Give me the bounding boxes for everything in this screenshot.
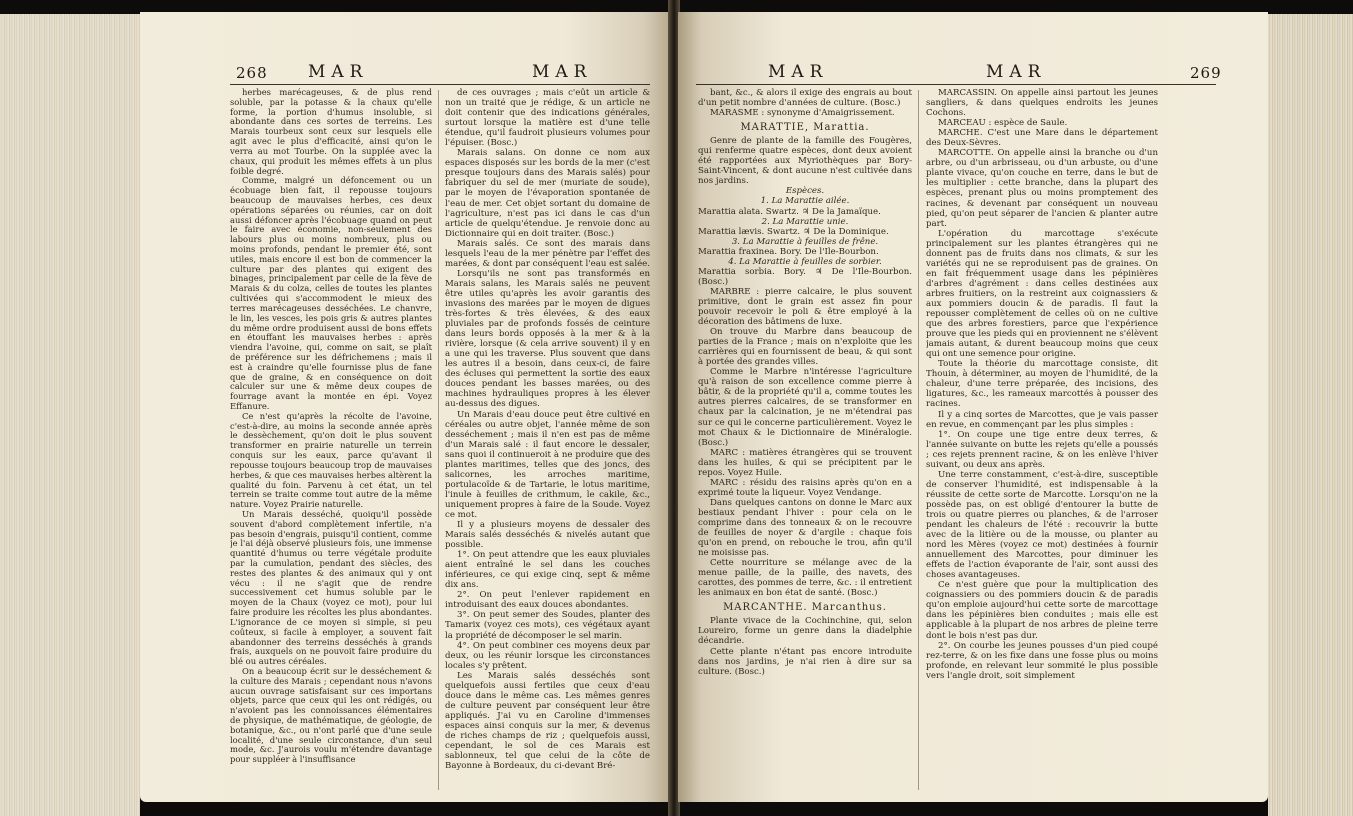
species-detail: Marattia lævis. Swartz. ♃ De la Dominique.: [698, 226, 889, 237]
right-page: [678, 12, 1268, 802]
paragraph: Marais salans. On donne ce nom aux espaces disposés sur les bords de la mer (c'est presque toujours dans des Marais salés) pour fabriquer du sel de mer (muriate de soude), par le moyen de l'évaporation spontanée de l'eau de mer. Cet objet sortant du domaine de l'agriculture, n'est pas ici dans le cas d'un article de quelqu'étendue. Je renvoie donc au Dictionnaire qui en doit traiter. (Bosc.): [445, 148, 650, 239]
header-rule-right: [696, 84, 1216, 85]
running-head-left-col2: MAR: [532, 62, 593, 82]
left-page-column-2: [445, 88, 650, 771]
running-head-right-col2: MAR: [986, 62, 1047, 82]
species-label: 2. La Marattie unie.: [761, 216, 849, 227]
paragraph: Cette nourriture se mélange avec de la menue paille, de la paille, des navets, des carottes, des pommes de terre, &c. : il entretient les animaux en bon état de santé. (Bosc.): [698, 558, 912, 599]
paragraph: Toute la théorie du marcottage consiste, dit Thouin, à déterminer, au moyen de l'humidité, de la chaleur, d'une terre préparée, des incisions, des ligatures, &c., les rameaux marcottés à pousser des racines.: [926, 359, 1158, 410]
paragraph: herbes marécageuses, & de plus rend soluble, par la potasse & la chaux qu'elle forme, la portion d'humus insoluble, si abondante dans ces sortes de terreins. Les Marais tourbeux sont ceux sur lesquels elle agit avec le plus d'efficacité, ainsi qu'on le verra au mot Tourbe. On la supplée avec la chaux, qui produit les mêmes effets à un plus foible degré.: [230, 88, 432, 176]
paragraph: Un Marais desséché, quoiqu'il possède souvent d'abord complètement infertile, n'a pas besoin d'engrais, puisqu'il contient, comme je l'ai déjà observé plusieurs fois, une immense quantité d'humus ou terre végétale produite par la cumulation, pendant des siècles, des restes des plantes & des animaux qui y ont vécu : il ne s'agit que de rendre successivement cet humus soluble par le moyen de la Chaux (voyez ce mot), pour lui faire produire les récoltes les plus abondantes. L'ignorance de ce moyen si simple, si peu coûteux, si facile à employer, a souvent fait abandonner des terreins desséchés à grands frais, auxquels on ne pouvoit faire produire du blé ou autres céréales.: [230, 508, 432, 667]
paragraph: Comme, malgré un défoncement ou un écobuage bien fait, il repousse toujours beaucoup de mauvaises herbes, ces deux opérations séparées ou réunies, car on doit aussi défoncer après l'écobuage quand on peut le faire avec économie, non-seulement des labours plus ou moins nombreux, plus ou moins profonds, pendant le premier été, sont utiles, mais encore il est bon de commencer la culture par des plantes qui exigent des binages, principalement par celle de la fève de Marais & du colza, celles de toutes les plantes cultivées qui s'accommodent le mieux des terres marécageuses desséchées. Le chanvre, le lin, les vesces, les pois gris & autres plantes du même ordre produisent aussi de bons effets en étouffant les mauvaises herbes : après viendra l'avoine, qui, comme on sait, se plaît de préférence sur les défrichemens ; mais il est à craindre qu'elle fournisse plus de fane que de graine, & en conséquence on doit calculer sur une & même deux coupes de fourrage avant la montée en épi. Voyez Effanure.: [230, 175, 432, 411]
left-page: [140, 12, 670, 802]
right-page-column-2: [926, 88, 1158, 681]
paragraph: Il y a plusieurs moyens de dessaler des Marais salés desséchés & nivelés autant que possible.: [445, 520, 650, 551]
paragraph: MARCEAU : espèce de Saule.: [938, 118, 1068, 129]
page-edges-left: [0, 0, 140, 816]
paragraph: bant, &c., & alors il exige des engrais au bout d'un petit nombre d'années de culture. (Bosc.): [698, 88, 912, 109]
paragraph: MARCOTTE. On appelle ainsi la branche ou d'un arbre, ou d'un arbrisseau, ou d'un arbuste, ou d'une plante vivace, qu'on couche en terre, dans le but de les multiplier : cette branche, dans la plupart des espèces, prenant plus ou moins promptement des racines, & devenant par conséquent un nouveau pied, qu'on peut séparer de l'ancien & planter autre part.: [926, 148, 1158, 229]
paragraph: On a beaucoup écrit sur le desséchement & la culture des Marais ; cependant nous n'avons aucun ouvrage satisfaisant sur ces importans objets, parce que ceux qui les ont rédigés, ou n'avoient pas les connoissances élémentaires de physique, de mathématique, de géologie, de botanique, &c., ou n'ont parlé que d'une seule localité, d'une seule circonstance, d'un seul mode, &c. J'aurois voulu m'étendre davantage pour suppléer à l'insuffisance: [230, 665, 432, 765]
species-label: Espèces.: [785, 186, 825, 197]
column-divider-left: [438, 90, 439, 790]
paragraph: 2°. On peut l'enlever rapidement en introduisant des eaux douces abondantes.: [445, 590, 650, 611]
running-head-left-col1: MAR: [308, 62, 369, 82]
paragraph: Plante vivace de la Cochinchine, qui, selon Loureiro, forme un genre dans la diadelphie décandrie.: [698, 616, 912, 647]
species-detail: Marattia fraxinea. Bory. De l'Ile-Bourbon.: [698, 246, 879, 257]
species-detail: Marattia sorbia. Bory. ♃ De l'Ile-Bourbon. (Bosc.): [698, 266, 912, 287]
paragraph: 1°. On peut attendre que les eaux pluviales aient entraîné le sel dans les couches inférieures, ce qui exige cinq, sept & même dix ans.: [445, 550, 650, 591]
right-page-column-1: [698, 88, 912, 677]
paragraph: Genre de plante de la famille des Fougères, qui renferme quatre espèces, dont deux avoient été rapportées aux Myriothèques par Bory-Saint-Vincent, & dont aucune n'est cultivée dans nos jardins.: [698, 136, 912, 187]
running-head-right-col1: MAR: [768, 62, 829, 82]
paragraph: On trouve du Marbre dans beaucoup de parties de la France ; mais on n'exploite que les carrières qui en fournissent de beau, & qui sont à portée des grandes villes.: [698, 327, 912, 368]
paragraph: MARC : matières étrangères qui se trouvent dans les huiles, & qui se précipitent par le repos. Voyez Huile.: [698, 447, 912, 478]
paragraph: L'opération du marcottage s'exécute principalement sur les plantes étrangères qui ne donnent pas de fruits dans nos climats, & sur les variétés qui ne se reproduisent pas de graines. On en fait fréquemment usage dans les pépinières d'arbres d'agrément : dans celles destinées aux arbres fruitiers, on la restreint aux coignassiers & aux pommiers doucin & de paradis. Il faut la repousser complètement de celles où on ne cultive que des arbres forestiers, parce que l'expérience prouve que les pieds qui en proviennent ne s'élèvent jamais autant, & durent beaucoup moins que ceux qui ont une semence pour origine.: [926, 228, 1158, 360]
paragraph: Lorsqu'ils ne sont pas transformés en Marais salans, les Marais salés ne peuvent être utiles qu'après les avoir garantis des invasions des marées par le moyen de digues très-fortes & très élevées, & des eaux pluviales par de profonds fossés de ceinture dans leurs bords opposés à la mer & à la rivière, lorsque (& cela arrive souvent) il y en a une qui les traverse. Plus souvent que dans les autres il a besoin, dans ceux-ci, de faire des écluses qui permettent la sortie des eaux douces pendant les basses marées, ou des machines hydrauliques propres à les élever au-dessus des digues.: [445, 268, 650, 410]
entry-heading: MARATTIE, Marattia.: [740, 122, 870, 134]
paragraph: MARBRE : pierre calcaire, le plus souvent primitive, dont le grain est assez fin pour pouvoir recevoir le poli & être employé à la décoration des bâtimens de luxe.: [698, 286, 912, 328]
species-detail: Marattia alata. Swartz. ♃ De la Jamaïque.: [698, 206, 881, 217]
paragraph: Cette plante n'étant pas encore introduite dans nos jardins, je n'ai rien à dire sur sa culture. (Bosc.): [698, 646, 912, 677]
species-label: 1. La Marattie ailée.: [760, 196, 850, 207]
paragraph: MARASME : synonyme d'Amaigrissement.: [710, 108, 895, 119]
paragraph: Ce n'est guère que pour la multiplication des coignassiers ou des pommiers doucin & de paradis qu'on emploie aujourd'hui cette sorte de marcottage dans les pépinières bien conduites ; mais elle est applicable à la plupart de nos arbres de pleine terre dont le bois n'est pas dur.: [926, 580, 1158, 641]
paragraph: 2°. On courbe les jeunes pousses d'un pied coupé rez-terre, & on les fixe dans une fosse plus ou moins profonde, en relevant leur sommité le plus possible vers l'angle droit, soit simplement: [926, 640, 1158, 681]
paragraph: MARC : résidu des raisins après qu'on en a exprimé toute la liqueur. Voyez Vendange.: [698, 477, 912, 498]
species-label: 3. La Marattie à feuilles de frêne.: [731, 236, 879, 247]
paragraph: Les Marais salés desséchés sont quelquefois aussi fertiles que ceux d'eau douce dans le même cas. Les mêmes genres de culture peuvent par conséquent leur être appliqués. J'ai vu en Caroline d'immenses espaces ainsi conquis sur la mer, & devenus de riches champs de riz ; quelquefois aussi, cependant, le sol de ces Marais est sablonneux, tel que celui de la côte de Bayonne à Bordeaux, du ci-devant Bré-: [445, 670, 650, 772]
column-divider-right: [918, 90, 919, 790]
header-rule-left: [230, 84, 650, 85]
paragraph: Comme le Marbre n'intéresse l'agriculture qu'à raison de son excellence comme pierre à bâtir, & de la propriété qu'il a, comme toutes les autres pierres calcaires, de se transformer en chaux par la calcination, je ne m'étendrai pas sur ce qui le concerne particulièrement. Voyez le mot Chaux & le Dictionnaire de Minéralogie. (Bosc.): [698, 367, 912, 448]
paragraph: Dans quelques cantons on donne le Marc aux bestiaux pendant l'hiver : pour cela on le comprime dans des tonneaux & on le recouvre de feuilles de noyer & d'argile : chaque fois qu'on en prend, on rebouche le trou, afin qu'il ne moisisse pas.: [698, 497, 912, 559]
entry-heading: MARCANTHE. Marcanthus.: [723, 602, 887, 614]
page-number-left: 268: [236, 64, 268, 82]
page-number-right: 269: [1190, 64, 1222, 82]
paragraph: 4°. On peut combiner ces moyens deux par deux, ou les réunir lorsque les circonstances locales s'y prêtent.: [445, 640, 650, 671]
species-label: 4. La Marattie à feuilles de sorbier.: [728, 256, 882, 267]
paragraph: Une terre constamment, c'est-à-dire, susceptible de conserver l'humidité, est indispensable à la réussite de cette sorte de Marcotte. Lorsqu'on ne la possède pas, on est obligé d'entourer la butte de trois ou quatre pierres ou planches, & de l'arroser pendant les chaleurs de l'été : recouvrir la butte avec de la litière ou de la mousse, ou planter au nord les Mères (voyez ce mot) destinées à fournir annuellement des Marcottes, pour diminuer les effets de l'action évaporante de l'air, sont aussi des choses avantageuses.: [926, 469, 1158, 581]
paragraph: Ce n'est qu'après la récolte de l'avoine, c'est-à-dire, au moins la seconde année après le dessèchement, qu'on doit le plus souvent transformer en prairie naturelle un terrein conquis sur les eaux, parce qu'avant il repousse toujours beaucoup trop de mauvaises herbes, & que ces mauvaises herbes altèrent la qualité du foin. Parvenu à cet état, un tel terrein se traite comme tout autre de la même nature. Voyez Prairie naturelle.: [230, 410, 432, 510]
paragraph: 1°. On coupe une tige entre deux terres, & l'année suivante on butte les rejets qu'elle a poussés ; ces rejets prennent racine, & on les enlève l'hiver suivant, ou deux ans après.: [926, 429, 1158, 470]
paragraph: Marais salés. Ce sont des marais dans lesquels l'eau de la mer pénètre par l'effet des marées, & dont par conséquent l'eau est salée.: [445, 238, 650, 269]
paragraph: de ces ouvrages ; mais c'eût un article & non un traité que je rédige, & un article ne doit contenir que des indications générales, surtout lorsque la matière est d'une telle étendue, qu'il faudroit plusieurs volumes pour l'épuiser. (Bosc.): [445, 88, 650, 149]
paragraph: MARCHE. C'est une Mare dans le département des Deux-Sèvres.: [926, 128, 1158, 149]
paragraph: Il y a cinq sortes de Marcottes, que je vais passer en revue, en commençant par les plus simples :: [926, 409, 1158, 430]
paragraph: Un Marais d'eau douce peut être cultivé en céréales ou autre objet, l'année même de son desséchement ; mais il n'en est pas de même d'un Marais salé : il faut encore le dessaler, sans quoi il continueroit à ne produire que des plantes maritimes, telles que des joncs, des salicornes, les arroches maritime, portulacoïde & de Tartarie, le lotus maritime, l'inule à feuilles de crithmum, le cakile, &c., uniquement propres à faire de la Soude. Voyez ce mot.: [445, 409, 650, 520]
paragraph: MARCASSIN. On appelle ainsi partout les jeunes sangliers, & dans quelques endroits les jeunes Cochons.: [926, 88, 1158, 119]
paragraph: 3°. On peut semer des Soudes, planter des Tamarix (voyez ces mots), ces végétaux ayant la propriété de décomposer le sel marin.: [445, 610, 650, 641]
page-edges-right: [1268, 0, 1353, 816]
left-page-column-1: [230, 88, 432, 765]
